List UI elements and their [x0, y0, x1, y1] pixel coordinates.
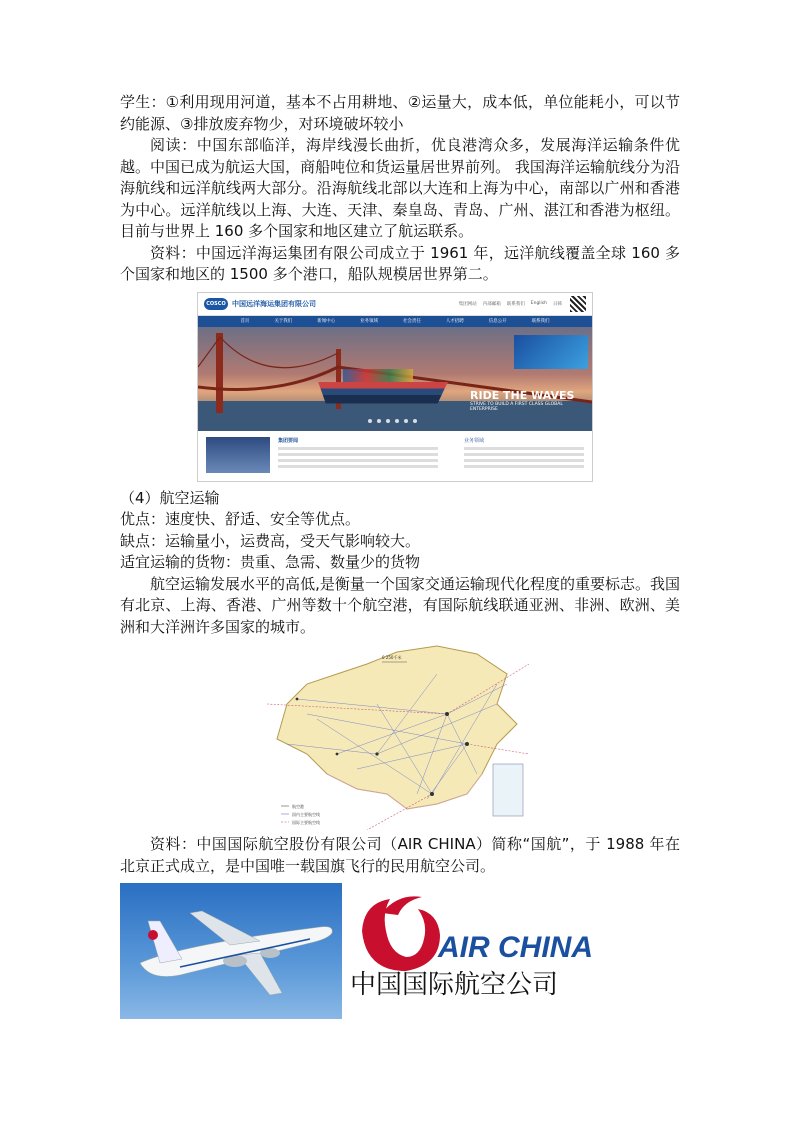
cosco-link: 内部邮箱 [482, 301, 501, 307]
cosco-nav-item: 人才招聘 [445, 319, 464, 324]
cosco-nav-item: 关于我们 [274, 319, 293, 324]
news-title: 集团要闻 [278, 437, 299, 444]
carousel-dots [368, 419, 417, 423]
cosco-logo [204, 298, 316, 310]
cosco-nav-item: 首页 [240, 319, 250, 324]
cosco-content [198, 431, 592, 479]
cosco-hero-banner [198, 327, 592, 431]
hero-slogan-sub: STRIVE TO BUILD A FIRST CLASS GLOBAL ENTERPRISE [470, 401, 563, 412]
cosco-nav-item: 社会责任 [402, 319, 421, 324]
paragraph-air-development: 航空运输发展水平的高低,是衡量一个国家交通运输现代化程度的重要标志。我国有北京、上海、香港、广州等数十个航空港，有国际航线联通亚洲、非洲、欧洲、美洲和大洋洲许多国家的城市。 [120, 574, 680, 636]
airplane-icon [120, 883, 342, 1019]
air-advantages: 优点：速度快、舒适、安全等优点。 [120, 510, 361, 528]
news-photo [206, 437, 270, 473]
legend-domestic: 国内主要航空线 [292, 812, 320, 817]
cosco-news [278, 437, 456, 473]
heading-air-transport: （4）航空运输 [120, 488, 220, 507]
hero-slogan-title: RIDE THE WAVES [470, 388, 575, 402]
hero-slogan [470, 389, 592, 412]
cosco-company-name: 中国远洋海运集团有限公司 [232, 299, 316, 308]
cosco-link: 联系我们 [506, 301, 525, 307]
cosco-nav-item: 信息公开 [488, 319, 507, 324]
paragraph-air-china-info: 资料：中国国际航空股份有限公司（AIR CHINA）简称“国航”，于 1988 年在北京正式成立，是中国唯一载国旗飞行的民用航空公司。 [120, 835, 680, 875]
cosco-website-screenshot [197, 292, 593, 482]
map-image [267, 644, 529, 830]
legend-international: 国际主要航空线 [292, 820, 320, 825]
cosco-logo-mark: COSCO [204, 298, 228, 310]
qr-code-icon [570, 296, 586, 312]
air-china-chinese-name: 中国国际航空公司 [350, 970, 559, 1000]
container-stack [343, 369, 413, 383]
paragraph-cosco-info: 资料：中国远洋海运集团有限公司成立于 1961 年，远洋航线覆盖全球 160 多个国家和地区的 1500 多个港口，船队规模居世界第二。 [120, 243, 680, 283]
cosco-nav-item: 新闻中心 [317, 319, 336, 324]
phoenix-logo-icon [342, 883, 600, 1019]
cosco-nav-item: 联系我们 [531, 319, 550, 324]
promo-banner [514, 335, 588, 369]
business-title: 业务领域 [464, 437, 485, 444]
cosco-link: 集团网站 [458, 301, 477, 307]
map-scale: 0 250千米 [382, 655, 402, 660]
cosco-nav-bar [198, 316, 592, 327]
air-china-images [120, 883, 680, 1019]
container-ship [318, 382, 448, 404]
cosco-top-links [459, 301, 562, 307]
paragraph-reading: 阅读：中国东部临洋，海岸线漫长曲折，优良港湾众多，发展海洋运输条件优越。中国已成为航运大国，商船吨位和货运量居世界前列。 我国海洋运输航线分为沿海航线和远洋航线两大部分。沿海航线北部以大连和上海为中心，南部以广州和香港为中心。远洋航线以上海、大连、天津、秦皇岛、青岛、广州、湛江和香港为枢纽。目前与世界上 160 多个国家和地区建立了航运联系。 [120, 136, 680, 240]
air-china-wordmark: AIR CHINA [438, 931, 593, 964]
air-china-logo [342, 883, 680, 1019]
legend-airport: 航空港 [292, 804, 304, 809]
air-disadvantages: 缺点：运输量小，运费高，受天气影响较大。 [120, 531, 421, 550]
china-air-routes-map [267, 644, 529, 830]
cosco-header [198, 293, 592, 316]
cosco-nav-item: 业务领域 [360, 319, 379, 324]
cosco-link: English [530, 300, 547, 306]
document-page [120, 92, 680, 1019]
cosco-business [464, 437, 584, 473]
paragraph-student-answer: 学生：①利用现用河道，基本不占用耕地、②运量大，成本低，单位能耗小，可以节约能源、③排放废弃物少，对环境破坏较小 [120, 93, 680, 133]
air-china-plane-photo [120, 883, 342, 1019]
air-suitable-goods: 适宜运输的货物：贵重、急需、数量少的货物 [120, 553, 421, 571]
cosco-link: 日韩 [553, 301, 562, 307]
